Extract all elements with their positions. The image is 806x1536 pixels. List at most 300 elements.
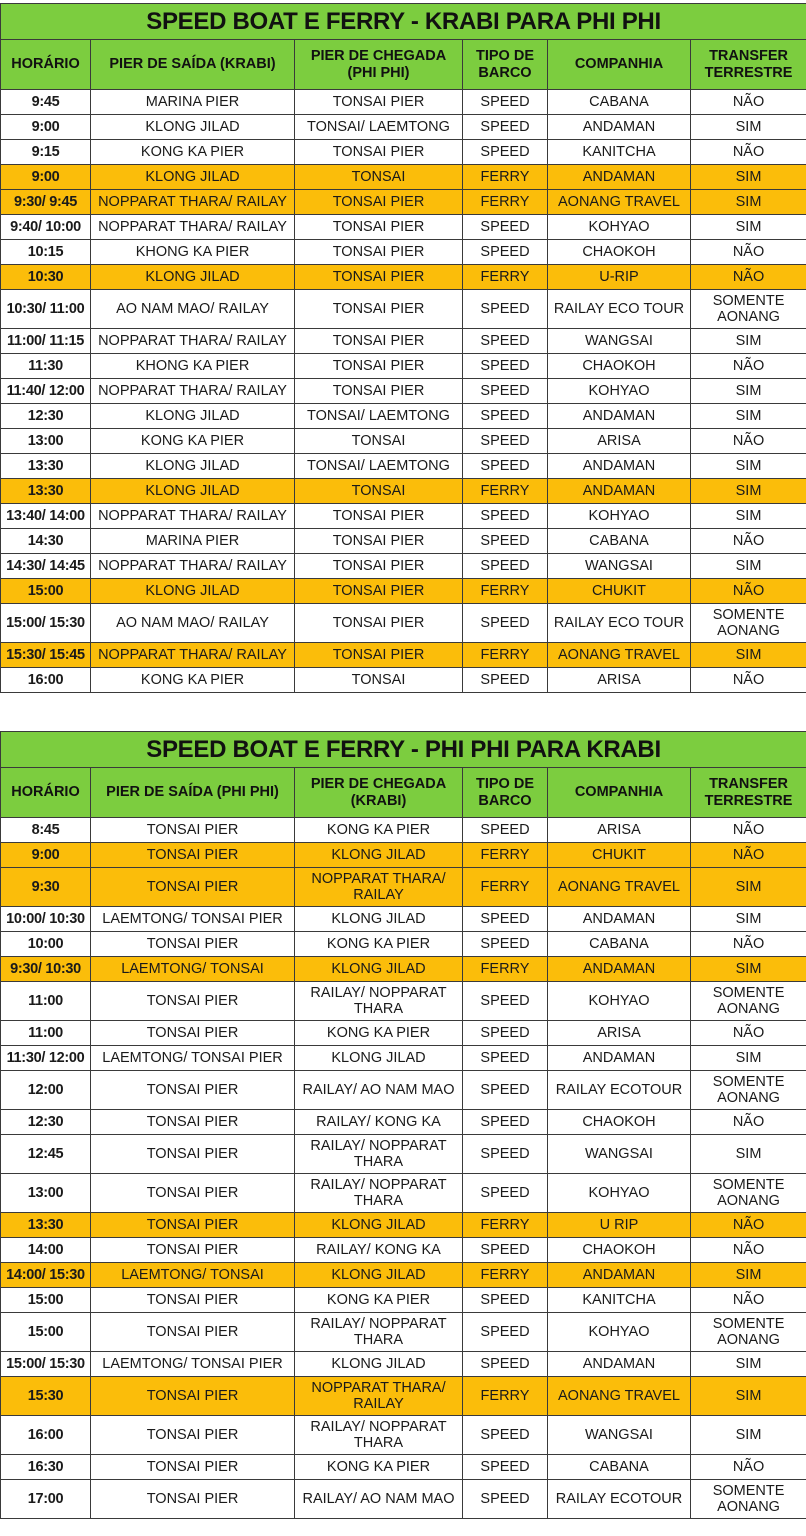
cell-boat-type: SPEED xyxy=(463,1110,548,1135)
table-row xyxy=(1,1071,806,1110)
table-row xyxy=(1,240,806,265)
cell-departure-time: 14:30 xyxy=(1,529,91,554)
cell-boat-type: FERRY xyxy=(463,1377,548,1416)
column-header-arrival-pier: PIER DE CHEGADA (PHI PHI) xyxy=(295,40,463,90)
cell-land-transfer: SIM xyxy=(691,1046,806,1071)
table-row xyxy=(1,1213,806,1238)
cell-arrival-pier: KLONG JILAD xyxy=(295,1263,463,1288)
cell-company: WANGSAI xyxy=(548,1416,691,1455)
table-row xyxy=(1,404,806,429)
cell-departure-time: 13:00 xyxy=(1,1174,91,1213)
table-body xyxy=(1,90,806,693)
cell-land-transfer: NÃO xyxy=(691,579,806,604)
table-row xyxy=(1,1416,806,1455)
cell-departure-pier: KLONG JILAD xyxy=(91,165,295,190)
cell-boat-type: SPEED xyxy=(463,1174,548,1213)
cell-boat-type: SPEED xyxy=(463,140,548,165)
column-header-boat-type: TIPO DE BARCO xyxy=(463,768,548,818)
cell-boat-type: SPEED xyxy=(463,668,548,693)
cell-departure-time: 9:30/ 10:30 xyxy=(1,957,91,982)
table-row xyxy=(1,1046,806,1071)
table-row xyxy=(1,643,806,668)
cell-arrival-pier: RAILAY/ NOPPARAT THARA xyxy=(295,1174,463,1213)
column-header-arrival-pier: PIER DE CHEGADA (KRABI) xyxy=(295,768,463,818)
cell-company: KOHYAO xyxy=(548,982,691,1021)
table-row xyxy=(1,115,806,140)
column-header-land-transfer: TRANSFER TERRESTRE xyxy=(691,768,806,818)
table-row xyxy=(1,1263,806,1288)
cell-land-transfer: SOMENTE AONANG xyxy=(691,604,806,643)
cell-arrival-pier: KONG KA PIER xyxy=(295,818,463,843)
cell-departure-time: 16:00 xyxy=(1,1416,91,1455)
cell-land-transfer: SIM xyxy=(691,454,806,479)
cell-boat-type: FERRY xyxy=(463,165,548,190)
table-row xyxy=(1,454,806,479)
cell-land-transfer: SOMENTE AONANG xyxy=(691,982,806,1021)
table-row xyxy=(1,504,806,529)
cell-departure-pier: KHONG KA PIER xyxy=(91,240,295,265)
cell-boat-type: SPEED xyxy=(463,1352,548,1377)
cell-arrival-pier: KONG KA PIER xyxy=(295,1455,463,1480)
header-row xyxy=(1,40,806,90)
cell-departure-pier: NOPPARAT THARA/ RAILAY xyxy=(91,554,295,579)
cell-departure-time: 13:30 xyxy=(1,479,91,504)
cell-departure-time: 9:30/ 9:45 xyxy=(1,190,91,215)
cell-boat-type: SPEED xyxy=(463,354,548,379)
cell-land-transfer: NÃO xyxy=(691,1110,806,1135)
cell-departure-time: 15:30 xyxy=(1,1377,91,1416)
table-row xyxy=(1,818,806,843)
table-row xyxy=(1,354,806,379)
cell-arrival-pier: KONG KA PIER xyxy=(295,932,463,957)
cell-boat-type: SPEED xyxy=(463,1480,548,1519)
cell-boat-type: SPEED xyxy=(463,290,548,329)
cell-land-transfer: SIM xyxy=(691,115,806,140)
cell-departure-time: 10:15 xyxy=(1,240,91,265)
column-header-departure-time: HORÁRIO xyxy=(1,768,91,818)
cell-boat-type: FERRY xyxy=(463,1213,548,1238)
cell-company: AONANG TRAVEL xyxy=(548,190,691,215)
column-header-land-transfer: TRANSFER TERRESTRE xyxy=(691,40,806,90)
cell-land-transfer: NÃO xyxy=(691,1021,806,1046)
cell-arrival-pier: RAILAY/ NOPPARAT THARA xyxy=(295,1313,463,1352)
cell-land-transfer: NÃO xyxy=(691,240,806,265)
cell-boat-type: FERRY xyxy=(463,190,548,215)
cell-departure-pier: NOPPARAT THARA/ RAILAY xyxy=(91,504,295,529)
cell-departure-time: 10:00/ 10:30 xyxy=(1,907,91,932)
cell-land-transfer: SIM xyxy=(691,479,806,504)
cell-arrival-pier: RAILAY/ AO NAM MAO xyxy=(295,1480,463,1519)
cell-departure-pier: KONG KA PIER xyxy=(91,429,295,454)
cell-departure-time: 15:00 xyxy=(1,579,91,604)
cell-departure-pier: TONSAI PIER xyxy=(91,1174,295,1213)
table-body xyxy=(1,818,806,1519)
cell-arrival-pier: KLONG JILAD xyxy=(295,1046,463,1071)
cell-departure-pier: TONSAI PIER xyxy=(91,1288,295,1313)
cell-company: AONANG TRAVEL xyxy=(548,868,691,907)
cell-land-transfer: NÃO xyxy=(691,265,806,290)
cell-departure-time: 11:30/ 12:00 xyxy=(1,1046,91,1071)
cell-departure-pier: MARINA PIER xyxy=(91,529,295,554)
table-row xyxy=(1,140,806,165)
cell-departure-pier: TONSAI PIER xyxy=(91,1213,295,1238)
cell-company: RAILAY ECO TOUR xyxy=(548,604,691,643)
cell-company: KOHYAO xyxy=(548,504,691,529)
cell-departure-time: 10:30 xyxy=(1,265,91,290)
cell-company: CHUKIT xyxy=(548,843,691,868)
cell-arrival-pier: TONSAI xyxy=(295,429,463,454)
cell-boat-type: FERRY xyxy=(463,957,548,982)
table-row xyxy=(1,379,806,404)
cell-departure-pier: KLONG JILAD xyxy=(91,265,295,290)
cell-boat-type: SPEED xyxy=(463,429,548,454)
cell-departure-time: 15:00/ 15:30 xyxy=(1,1352,91,1377)
cell-departure-time: 9:00 xyxy=(1,165,91,190)
cell-arrival-pier: TONSAI PIER xyxy=(295,604,463,643)
schedule-table-phiphi-to-krabi xyxy=(0,731,806,1519)
cell-departure-time: 9:40/ 10:00 xyxy=(1,215,91,240)
cell-departure-pier: KONG KA PIER xyxy=(91,140,295,165)
cell-land-transfer: NÃO xyxy=(691,529,806,554)
cell-company: KOHYAO xyxy=(548,215,691,240)
cell-arrival-pier: TONSAI PIER xyxy=(295,529,463,554)
cell-land-transfer: SOMENTE AONANG xyxy=(691,1174,806,1213)
cell-arrival-pier: KLONG JILAD xyxy=(295,957,463,982)
cell-departure-pier: NOPPARAT THARA/ RAILAY xyxy=(91,215,295,240)
table-row xyxy=(1,265,806,290)
cell-company: CABANA xyxy=(548,90,691,115)
cell-boat-type: SPEED xyxy=(463,1135,548,1174)
cell-boat-type: SPEED xyxy=(463,240,548,265)
table-row xyxy=(1,604,806,643)
cell-land-transfer: SIM xyxy=(691,190,806,215)
cell-departure-pier: TONSAI PIER xyxy=(91,932,295,957)
column-header-departure-time: HORÁRIO xyxy=(1,40,91,90)
cell-departure-pier: TONSAI PIER xyxy=(91,1021,295,1046)
cell-departure-time: 13:30 xyxy=(1,1213,91,1238)
cell-departure-pier: TONSAI PIER xyxy=(91,1135,295,1174)
cell-land-transfer: NÃO xyxy=(691,1238,806,1263)
cell-departure-pier: NOPPARAT THARA/ RAILAY xyxy=(91,643,295,668)
cell-departure-time: 8:45 xyxy=(1,818,91,843)
cell-arrival-pier: TONSAI/ LAEMTONG xyxy=(295,404,463,429)
cell-boat-type: SPEED xyxy=(463,379,548,404)
cell-departure-pier: NOPPARAT THARA/ RAILAY xyxy=(91,329,295,354)
cell-arrival-pier: TONSAI PIER xyxy=(295,379,463,404)
table-row xyxy=(1,329,806,354)
cell-arrival-pier: TONSAI/ LAEMTONG xyxy=(295,115,463,140)
cell-arrival-pier: KLONG JILAD xyxy=(295,843,463,868)
cell-departure-pier: KLONG JILAD xyxy=(91,479,295,504)
cell-departure-pier: TONSAI PIER xyxy=(91,1110,295,1135)
cell-departure-pier: TONSAI PIER xyxy=(91,868,295,907)
table-row xyxy=(1,290,806,329)
cell-boat-type: SPEED xyxy=(463,504,548,529)
cell-land-transfer: NÃO xyxy=(691,843,806,868)
cell-company: RAILAY ECOTOUR xyxy=(548,1071,691,1110)
cell-boat-type: SPEED xyxy=(463,1416,548,1455)
table-row xyxy=(1,957,806,982)
cell-boat-type: FERRY xyxy=(463,579,548,604)
table-title: SPEED BOAT E FERRY - KRABI PARA PHI PHI xyxy=(1,4,806,40)
cell-land-transfer: SIM xyxy=(691,504,806,529)
cell-land-transfer: NÃO xyxy=(691,140,806,165)
cell-land-transfer: SIM xyxy=(691,165,806,190)
header-row xyxy=(1,768,806,818)
cell-arrival-pier: TONSAI PIER xyxy=(295,265,463,290)
cell-arrival-pier: TONSAI PIER xyxy=(295,140,463,165)
cell-boat-type: SPEED xyxy=(463,907,548,932)
cell-land-transfer: NÃO xyxy=(691,90,806,115)
cell-arrival-pier: RAILAY/ AO NAM MAO xyxy=(295,1071,463,1110)
cell-arrival-pier: RAILAY/ NOPPARAT THARA xyxy=(295,982,463,1021)
cell-arrival-pier: RAILAY/ NOPPARAT THARA xyxy=(295,1135,463,1174)
cell-boat-type: FERRY xyxy=(463,479,548,504)
cell-company: CHAOKOH xyxy=(548,1110,691,1135)
cell-land-transfer: SIM xyxy=(691,643,806,668)
cell-company: U-RIP xyxy=(548,265,691,290)
cell-arrival-pier: KLONG JILAD xyxy=(295,1352,463,1377)
cell-departure-pier: TONSAI PIER xyxy=(91,1416,295,1455)
cell-departure-pier: AO NAM MAO/ RAILAY xyxy=(91,604,295,643)
cell-boat-type: SPEED xyxy=(463,932,548,957)
cell-departure-pier: NOPPARAT THARA/ RAILAY xyxy=(91,379,295,404)
cell-company: AONANG TRAVEL xyxy=(548,1377,691,1416)
cell-boat-type: SPEED xyxy=(463,1313,548,1352)
cell-boat-type: SPEED xyxy=(463,1071,548,1110)
cell-land-transfer: NÃO xyxy=(691,932,806,957)
cell-arrival-pier: TONSAI xyxy=(295,668,463,693)
cell-departure-time: 14:30/ 14:45 xyxy=(1,554,91,579)
cell-company: ANDAMAN xyxy=(548,1352,691,1377)
cell-land-transfer: SIM xyxy=(691,215,806,240)
cell-company: KOHYAO xyxy=(548,379,691,404)
cell-company: AONANG TRAVEL xyxy=(548,643,691,668)
cell-boat-type: SPEED xyxy=(463,554,548,579)
cell-arrival-pier: TONSAI xyxy=(295,479,463,504)
cell-departure-pier: LAEMTONG/ TONSAI PIER xyxy=(91,907,295,932)
cell-boat-type: SPEED xyxy=(463,529,548,554)
cell-arrival-pier: TONSAI/ LAEMTONG xyxy=(295,454,463,479)
cell-departure-time: 9:15 xyxy=(1,140,91,165)
cell-departure-pier: LAEMTONG/ TONSAI PIER xyxy=(91,1046,295,1071)
table-row xyxy=(1,1135,806,1174)
cell-departure-pier: KLONG JILAD xyxy=(91,579,295,604)
cell-departure-time: 15:00 xyxy=(1,1288,91,1313)
cell-boat-type: SPEED xyxy=(463,1288,548,1313)
table-row xyxy=(1,579,806,604)
cell-land-transfer: SOMENTE AONANG xyxy=(691,1071,806,1110)
table-row xyxy=(1,1238,806,1263)
cell-land-transfer: SIM xyxy=(691,957,806,982)
cell-departure-time: 10:30/ 11:00 xyxy=(1,290,91,329)
cell-boat-type: FERRY xyxy=(463,868,548,907)
cell-company: ARISA xyxy=(548,1021,691,1046)
cell-land-transfer: NÃO xyxy=(691,668,806,693)
cell-company: ARISA xyxy=(548,429,691,454)
cell-departure-pier: MARINA PIER xyxy=(91,90,295,115)
cell-boat-type: SPEED xyxy=(463,1455,548,1480)
cell-arrival-pier: TONSAI PIER xyxy=(295,215,463,240)
schedule-table-krabi-to-phiphi xyxy=(0,3,806,693)
column-header-company: COMPANHIA xyxy=(548,768,691,818)
cell-arrival-pier: TONSAI PIER xyxy=(295,240,463,265)
cell-land-transfer: NÃO xyxy=(691,1288,806,1313)
cell-departure-time: 14:00/ 15:30 xyxy=(1,1263,91,1288)
cell-departure-time: 9:00 xyxy=(1,115,91,140)
table-row xyxy=(1,982,806,1021)
cell-land-transfer: NÃO xyxy=(691,354,806,379)
cell-departure-time: 9:00 xyxy=(1,843,91,868)
cell-departure-pier: KLONG JILAD xyxy=(91,404,295,429)
cell-arrival-pier: KLONG JILAD xyxy=(295,1213,463,1238)
cell-land-transfer: NÃO xyxy=(691,818,806,843)
cell-boat-type: FERRY xyxy=(463,843,548,868)
table-title: SPEED BOAT E FERRY - PHI PHI PARA KRABI xyxy=(1,732,806,768)
cell-land-transfer: SIM xyxy=(691,379,806,404)
cell-company: ANDAMAN xyxy=(548,115,691,140)
cell-departure-time: 10:00 xyxy=(1,932,91,957)
cell-arrival-pier: RAILAY/ NOPPARAT THARA xyxy=(295,1416,463,1455)
table-row xyxy=(1,165,806,190)
cell-departure-pier: LAEMTONG/ TONSAI xyxy=(91,1263,295,1288)
table-row xyxy=(1,1174,806,1213)
cell-land-transfer: SIM xyxy=(691,554,806,579)
table-row xyxy=(1,907,806,932)
cell-company: CABANA xyxy=(548,1455,691,1480)
cell-company: CHAOKOH xyxy=(548,354,691,379)
cell-departure-pier: AO NAM MAO/ RAILAY xyxy=(91,290,295,329)
table-row xyxy=(1,429,806,454)
cell-departure-time: 11:40/ 12:00 xyxy=(1,379,91,404)
cell-departure-pier: NOPPARAT THARA/ RAILAY xyxy=(91,190,295,215)
table-row xyxy=(1,1288,806,1313)
cell-boat-type: SPEED xyxy=(463,454,548,479)
column-header-departure-pier: PIER DE SAÍDA (KRABI) xyxy=(91,40,295,90)
cell-company: KOHYAO xyxy=(548,1313,691,1352)
cell-departure-time: 9:30 xyxy=(1,868,91,907)
cell-boat-type: SPEED xyxy=(463,1238,548,1263)
cell-departure-time: 15:00/ 15:30 xyxy=(1,604,91,643)
cell-departure-time: 13:00 xyxy=(1,429,91,454)
cell-arrival-pier: RAILAY/ KONG KA xyxy=(295,1238,463,1263)
cell-land-transfer: SOMENTE AONANG xyxy=(691,1313,806,1352)
cell-arrival-pier: NOPPARAT THARA/ RAILAY xyxy=(295,1377,463,1416)
cell-departure-time: 14:00 xyxy=(1,1238,91,1263)
table-row xyxy=(1,1377,806,1416)
cell-boat-type: SPEED xyxy=(463,1021,548,1046)
cell-departure-time: 15:30/ 15:45 xyxy=(1,643,91,668)
cell-departure-pier: KHONG KA PIER xyxy=(91,354,295,379)
cell-boat-type: SPEED xyxy=(463,329,548,354)
cell-departure-time: 12:30 xyxy=(1,1110,91,1135)
cell-land-transfer: SIM xyxy=(691,907,806,932)
cell-arrival-pier: KLONG JILAD xyxy=(295,907,463,932)
cell-land-transfer: SOMENTE AONANG xyxy=(691,1480,806,1519)
cell-land-transfer: SIM xyxy=(691,1135,806,1174)
cell-departure-pier: TONSAI PIER xyxy=(91,1313,295,1352)
cell-arrival-pier: TONSAI PIER xyxy=(295,643,463,668)
cell-company: ANDAMAN xyxy=(548,1263,691,1288)
cell-departure-pier: TONSAI PIER xyxy=(91,1238,295,1263)
cell-company: CHAOKOH xyxy=(548,1238,691,1263)
table-row xyxy=(1,1480,806,1519)
cell-boat-type: SPEED xyxy=(463,90,548,115)
table-row xyxy=(1,190,806,215)
cell-departure-pier: KONG KA PIER xyxy=(91,668,295,693)
cell-departure-time: 15:00 xyxy=(1,1313,91,1352)
cell-company: CABANA xyxy=(548,932,691,957)
cell-land-transfer: NÃO xyxy=(691,1455,806,1480)
cell-land-transfer: SIM xyxy=(691,329,806,354)
table-row xyxy=(1,868,806,907)
table-row xyxy=(1,932,806,957)
cell-company: CHAOKOH xyxy=(548,240,691,265)
cell-company: RAILAY ECOTOUR xyxy=(548,1480,691,1519)
cell-company: KOHYAO xyxy=(548,1174,691,1213)
cell-boat-type: SPEED xyxy=(463,404,548,429)
table-row xyxy=(1,529,806,554)
cell-boat-type: FERRY xyxy=(463,1263,548,1288)
cell-departure-time: 16:30 xyxy=(1,1455,91,1480)
cell-departure-time: 13:30 xyxy=(1,454,91,479)
cell-arrival-pier: TONSAI PIER xyxy=(295,290,463,329)
cell-departure-pier: KLONG JILAD xyxy=(91,115,295,140)
column-header-departure-pier: PIER DE SAÍDA (PHI PHI) xyxy=(91,768,295,818)
cell-departure-time: 11:30 xyxy=(1,354,91,379)
cell-company: ARISA xyxy=(548,818,691,843)
cell-land-transfer: SOMENTE AONANG xyxy=(691,290,806,329)
cell-company: CABANA xyxy=(548,529,691,554)
cell-departure-time: 11:00/ 11:15 xyxy=(1,329,91,354)
cell-company: RAILAY ECO TOUR xyxy=(548,290,691,329)
cell-company: ANDAMAN xyxy=(548,454,691,479)
table-row xyxy=(1,554,806,579)
cell-land-transfer: SIM xyxy=(691,1416,806,1455)
cell-arrival-pier: TONSAI PIER xyxy=(295,329,463,354)
cell-arrival-pier: TONSAI PIER xyxy=(295,504,463,529)
cell-departure-pier: TONSAI PIER xyxy=(91,1480,295,1519)
cell-departure-pier: LAEMTONG/ TONSAI xyxy=(91,957,295,982)
cell-departure-time: 12:30 xyxy=(1,404,91,429)
cell-departure-pier: TONSAI PIER xyxy=(91,982,295,1021)
cell-arrival-pier: KONG KA PIER xyxy=(295,1288,463,1313)
cell-departure-time: 9:45 xyxy=(1,90,91,115)
table-row xyxy=(1,1110,806,1135)
cell-arrival-pier: TONSAI PIER xyxy=(295,190,463,215)
cell-departure-pier: KLONG JILAD xyxy=(91,454,295,479)
cell-boat-type: SPEED xyxy=(463,1046,548,1071)
cell-land-transfer: SIM xyxy=(691,1352,806,1377)
cell-land-transfer: SIM xyxy=(691,868,806,907)
cell-company: ARISA xyxy=(548,668,691,693)
table-row xyxy=(1,90,806,115)
cell-departure-time: 13:40/ 14:00 xyxy=(1,504,91,529)
cell-company: CHUKIT xyxy=(548,579,691,604)
cell-arrival-pier: TONSAI xyxy=(295,165,463,190)
cell-land-transfer: SIM xyxy=(691,1263,806,1288)
table-row xyxy=(1,479,806,504)
table-row xyxy=(1,1021,806,1046)
table-row xyxy=(1,1313,806,1352)
table-row xyxy=(1,1455,806,1480)
cell-departure-pier: TONSAI PIER xyxy=(91,1455,295,1480)
cell-boat-type: SPEED xyxy=(463,604,548,643)
cell-departure-pier: TONSAI PIER xyxy=(91,1377,295,1416)
cell-company: ANDAMAN xyxy=(548,1046,691,1071)
cell-arrival-pier: TONSAI PIER xyxy=(295,354,463,379)
cell-departure-time: 17:00 xyxy=(1,1480,91,1519)
